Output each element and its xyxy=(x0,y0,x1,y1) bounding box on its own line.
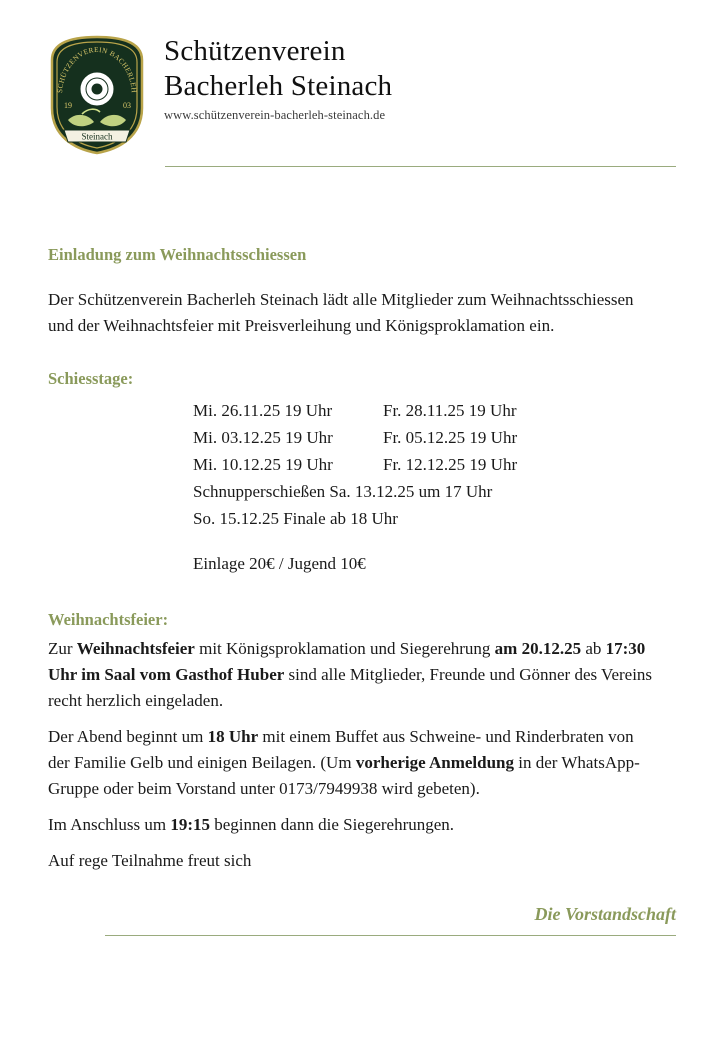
feier-p1-g: sind alle Mitglieder, Freunde und Gönner des Vereins recht herzlich eingeladen. xyxy=(48,665,653,710)
schedule-list xyxy=(193,397,676,532)
footer-divider xyxy=(105,935,676,936)
club-crest-icon xyxy=(48,34,146,156)
signature: Die Vorstandschaft xyxy=(534,904,676,924)
schiesstage-label: Schiesstage: xyxy=(48,369,134,388)
feier-paragraph-3 xyxy=(48,812,658,838)
club-logo xyxy=(48,30,152,156)
svg-text:Steinach: Steinach xyxy=(81,131,113,142)
feier-p2-bold-anmeldung: vorherige Anmeldung xyxy=(355,753,515,772)
invitation-heading: Einladung zum Weihnachtsschiessen xyxy=(48,245,307,264)
club-website: www.schützenverein-bacherleh-steinach.de xyxy=(164,108,386,122)
schedule-date-right: Fr. 05.12.25 19 Uhr xyxy=(383,428,518,447)
closing-line: Auf rege Teilnahme freut sich xyxy=(48,851,252,870)
feier-p2-bold-time: 18 Uhr xyxy=(207,727,259,746)
feier-p3-a: Im Anschluss um xyxy=(48,815,171,834)
feier-p3-bold-time: 19:15 xyxy=(170,815,210,834)
header-divider xyxy=(165,166,676,167)
schnupperschiessen-entry: Schnupperschießen Sa. 13.12.25 um 17 Uhr xyxy=(193,482,493,501)
feier-p2-a: Der Abend beginnt um xyxy=(48,727,208,746)
feier-paragraph-1 xyxy=(48,636,658,714)
schedule-date-left: Mi. 03.12.25 19 Uhr xyxy=(193,428,333,447)
svg-text:03: 03 xyxy=(123,101,131,110)
document-header xyxy=(0,0,724,156)
schedule-date-left: Mi. 26.11.25 19 Uhr xyxy=(193,401,333,420)
schedule-row xyxy=(193,451,676,478)
feier-p1-bold-feier: Weihnachtsfeier xyxy=(76,639,195,658)
svg-text:SCHÜTZENVEREIN BACHERLEH: SCHÜTZENVEREIN BACHERLEH xyxy=(56,45,138,94)
club-name-line-1: Schützenverein xyxy=(164,35,346,67)
document-body xyxy=(0,245,724,874)
schedule-date-right: Fr. 12.12.25 19 Uhr xyxy=(383,455,518,474)
feier-p2-e: in der WhatsApp-Gruppe oder beim Vorstand unter 0173/7949938 wird gebeten). xyxy=(48,753,640,798)
finale-entry: So. 15.12.25 Finale ab 18 Uhr xyxy=(193,509,398,528)
intro-paragraph: Der Schützenverein Bacherleh Steinach lädt alle Mitglieder zum Weihnachtsschiessen und der Weihnachtsfeier mit Preisverleihung und Königsproklamation ein. xyxy=(48,290,634,335)
feier-p1-a: Zur xyxy=(48,639,77,658)
feier-p1-c: mit Königsproklamation und Siegerehrung xyxy=(194,639,495,658)
schedule-row xyxy=(193,424,676,451)
schedule-date-right: Fr. 28.11.25 19 Uhr xyxy=(383,401,517,420)
feier-p3-c: beginnen dann die Siegerehrungen. xyxy=(209,815,455,834)
club-name-line-2: Bacherleh Steinach xyxy=(164,70,393,102)
svg-text:19: 19 xyxy=(64,101,72,110)
schedule-row xyxy=(193,397,676,424)
feier-p2-c: mit einem Buffet aus Schweine- und Rinderbraten von der Familie Gelb und einigen Beilagen. (Um xyxy=(48,727,634,772)
header-title-block xyxy=(152,30,676,123)
weihnachtsfeier-label: Weihnachtsfeier: xyxy=(48,610,169,629)
entry-fee: Einlage 20€ / Jugend 10€ xyxy=(193,554,366,573)
feier-p1-bold-date: am 20.12.25 xyxy=(494,639,582,658)
feier-p1-e: ab xyxy=(581,639,606,658)
feier-p1-bold-time-venue: 17:30 Uhr im Saal vom Gasthof Huber xyxy=(48,639,646,684)
schedule-date-left: Mi. 10.12.25 19 Uhr xyxy=(193,455,333,474)
feier-paragraph-2 xyxy=(48,724,658,802)
